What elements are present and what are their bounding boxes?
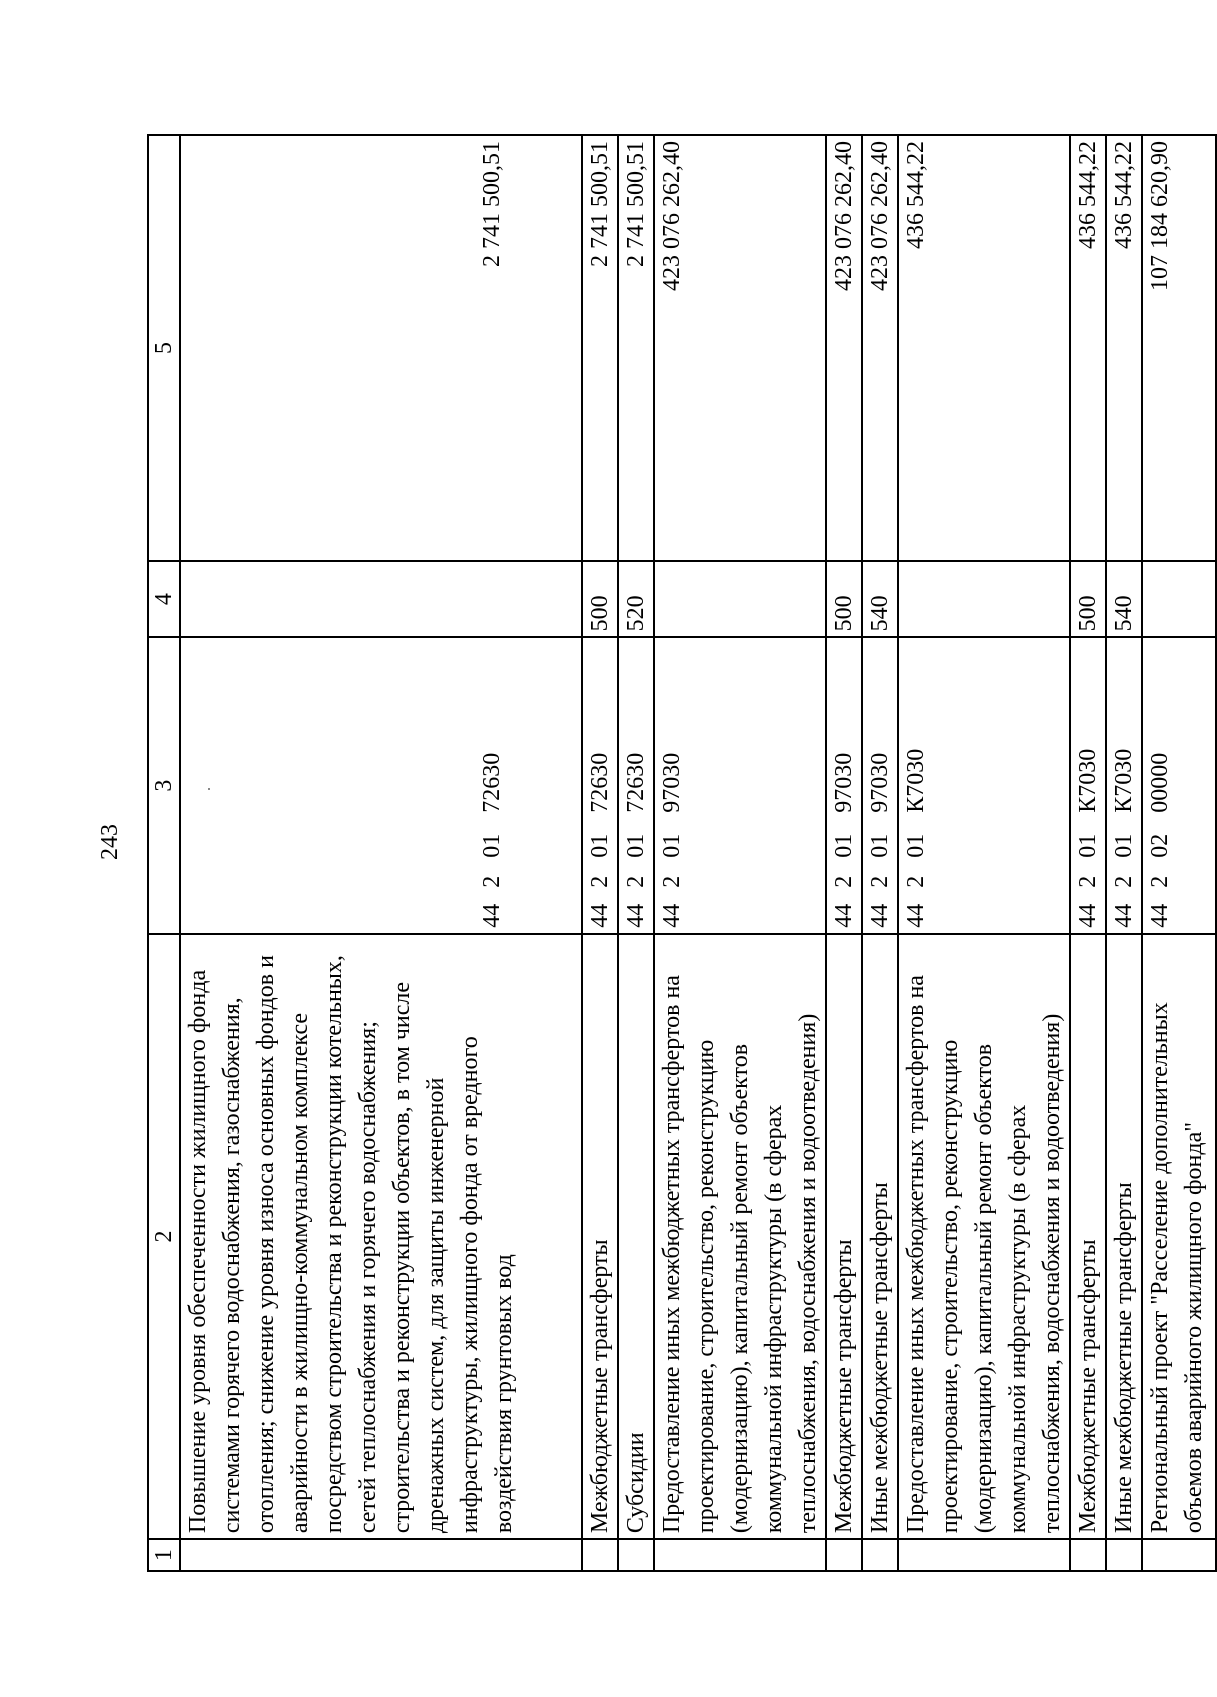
row-index-cell [618,1539,654,1571]
row-sum: 436 544,22 [898,135,1070,561]
header-cell: 5 [148,135,180,561]
row-index-cell [826,1539,862,1571]
row-type [654,561,826,637]
table-row [898,135,1070,1571]
row-index-cell [1070,1539,1106,1571]
header-cell: 3 [148,637,180,933]
row-index-cell [1106,1539,1142,1571]
table-row [1142,135,1216,1571]
row-type [1142,561,1216,637]
page-number: 243 [97,824,123,860]
row-type: 500 [1070,561,1106,637]
row-index-cell [862,1539,898,1571]
header-cell: 2 [148,934,180,1539]
row-name: Предоставление иных межбюджетных трансфертов на проектирование, строительство, реконструкцию (модернизацию), капитальный ремонт объектов коммунальной инфраструктуры (в сферах теплоснабжения, водоснабжения и водоотведения) [898,934,1070,1539]
row-name: Межбюджетные трансферты [826,934,862,1539]
header-cell: 1 [148,1539,180,1571]
row-type: 520 [618,561,654,637]
table-row [862,135,898,1571]
row-code: 44 2 02 00000 [1142,637,1216,933]
budget-table [147,134,1217,1572]
row-name: Межбюджетные трансферты [582,934,618,1539]
row-index-cell [180,1539,582,1571]
row-sum: 107 184 620,90 [1142,135,1216,561]
row-index-cell [1142,1539,1216,1571]
row-code: 44 2 01 72630 [618,637,654,933]
row-code: 44 2 01 97030 [826,637,862,933]
row-type [180,561,582,637]
row-type: 540 [862,561,898,637]
row-sum: 423 076 262,40 [862,135,898,561]
row-type [898,561,1070,637]
table-row [654,135,826,1571]
row-type: 540 [1106,561,1142,637]
row-index-cell [582,1539,618,1571]
table-row [1106,135,1142,1571]
row-sum: 2 741 500,51 [582,135,618,561]
row-code: 44 2 01 72630 [180,637,582,933]
header-cell: 4 [148,561,180,637]
row-code: 44 2 01 К7030 [1070,637,1106,933]
row-name: Иные межбюджетные трансферты [862,934,898,1539]
table-row [180,135,582,1571]
row-sum: 436 544,22 [1106,135,1142,561]
row-sum: 2 741 500,51 [618,135,654,561]
row-code: 44 2 01 97030 [654,637,826,933]
row-name: Региональный проект "Расселение дополнительных объемов аварийного жилищного фонда" [1142,934,1216,1539]
row-sum: 2 741 500,51 [180,135,582,561]
row-sum: 423 076 262,40 [826,135,862,561]
row-code: 44 2 01 72630 [582,637,618,933]
table-row [826,135,862,1571]
table-header-row [148,135,180,1571]
row-name: Предоставление иных межбюджетных трансфертов на проектирование, строительство, реконструкцию (модернизацию), капитальный ремонт объектов коммунальной инфраструктуры (в сферах теплоснабжения, водоснабжения и водоотведения) [654,934,826,1539]
row-index-cell [898,1539,1070,1571]
table-row [1070,135,1106,1571]
row-name: Межбюджетные трансферты [1070,934,1106,1539]
row-type: 500 [582,561,618,637]
row-name: Повышение уровня обеспеченности жилищного фонда системами горячего водоснабжения, газоснабжения, отопления; снижение уровня износа основных фондов и аварийности в жилищно-коммунальном комплексе посредством строительства и реконструкции котельных, сетей теплоснабжения и горячего водоснабжения; строительства и реконструкции объектов, в том числе дренажных систем, для защиты инженерной инфраструктуры, жилищного фонда от вредного воздействия грунтовых вод [180,934,582,1539]
table-row [582,135,618,1571]
row-code: 44 2 01 97030 [862,637,898,933]
row-sum: 423 076 262,40 [654,135,826,561]
row-code: 44 2 01 К7030 [1106,637,1142,933]
row-code: 44 2 01 К7030 [898,637,1070,933]
row-index-cell [654,1539,826,1571]
table-row [618,135,654,1571]
row-type: 500 [826,561,862,637]
row-sum: 436 544,22 [1070,135,1106,561]
row-name: Субсидии [618,934,654,1539]
row-name: Иные межбюджетные трансферты [1106,934,1142,1539]
